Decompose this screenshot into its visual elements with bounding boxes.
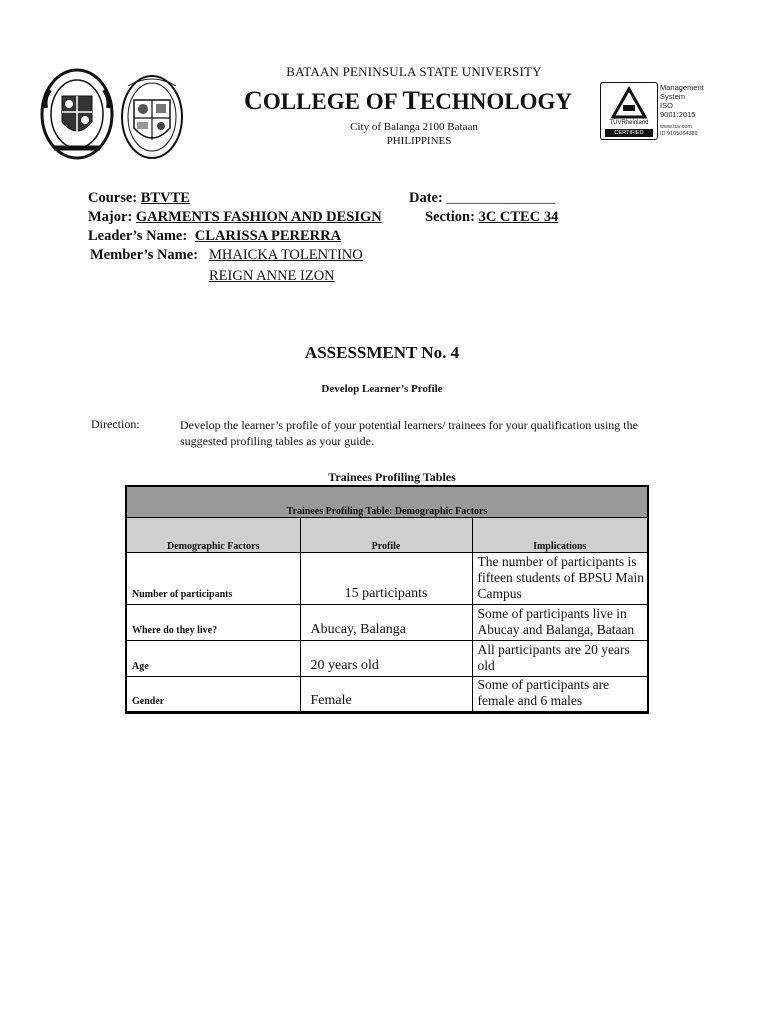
- major-value: GARMENTS FASHION AND DESIGN: [135, 209, 382, 225]
- cert-small-line: ID 9105064389: [660, 131, 698, 137]
- implication-cell: The number of participants is fifteen students of BPSU Main Campus: [472, 553, 648, 605]
- tuv-certified: CERTIFIED: [605, 129, 653, 137]
- member-name: [209, 268, 335, 285]
- table-caption: Trainees Profiling Tables: [328, 470, 456, 484]
- implication-cell: Some of participants are female and 6 males: [472, 677, 648, 713]
- table-header-row: [126, 518, 648, 553]
- section-field: [425, 209, 558, 226]
- member-name-text: MHAICKA TOLENTINO: [209, 247, 363, 263]
- tuv-logo-box: [600, 82, 658, 140]
- column-header: Profile: [300, 518, 472, 553]
- tuv-brand: TÜVRheinland: [609, 120, 649, 126]
- date-field: [409, 190, 555, 207]
- table-row: [126, 641, 648, 677]
- cert-line: ISO 9001:2015: [660, 101, 696, 119]
- college-address-city: City of Balanga 2100 Bataan: [350, 121, 478, 133]
- table-title: Trainees Profiling Table: Demographic Factors: [126, 486, 648, 518]
- leader-field: [88, 228, 341, 245]
- column-header: Demographic Factors: [126, 518, 300, 553]
- course-field: [88, 190, 190, 207]
- profile-cell: Female: [300, 677, 472, 713]
- profiling-table: [125, 485, 649, 714]
- member-label: Member’s Name:: [90, 247, 199, 263]
- profile-cell: 15 participants: [300, 553, 472, 605]
- date-value: _______________: [446, 190, 556, 206]
- college-initial-t: T: [402, 86, 420, 115]
- profile-cell: 20 years old: [300, 641, 472, 677]
- direction-label: Direction:: [91, 417, 140, 431]
- leader-label: Leader’s Name:: [88, 228, 188, 244]
- member-name-text: REIGN ANNE IZON: [209, 268, 335, 284]
- table-row: [126, 677, 648, 713]
- member-field: [90, 247, 198, 264]
- cert-line: System: [660, 92, 686, 101]
- table-row: [126, 553, 648, 605]
- section-value: 3C CTEC 34: [478, 209, 559, 225]
- section-label: Section:: [425, 209, 475, 225]
- assessment-title: ASSESSMENT No. 4: [304, 343, 460, 362]
- member-name: [209, 247, 363, 264]
- factor-cell: Where do they live?: [126, 605, 300, 641]
- profile-cell: Abucay, Balanga: [300, 605, 472, 641]
- implication-cell: All participants are 20 years old: [472, 641, 648, 677]
- factor-cell: Age: [126, 641, 300, 677]
- university-name: BATAAN PENINSULA STATE UNIVERSITY: [286, 64, 542, 79]
- cert-line: Management: [660, 83, 704, 92]
- factor-cell: Number of participants: [126, 553, 300, 605]
- assessment-subtitle: Develop Learner’s Profile: [321, 383, 443, 395]
- implication-cell: Some of participants live in Abucay and Balanga, Bataan: [472, 605, 648, 641]
- course-value: BTVTE: [140, 190, 190, 206]
- college-initial-c: C: [244, 86, 263, 115]
- major-label: Major:: [88, 209, 133, 225]
- course-label: Course:: [88, 190, 138, 206]
- table-row: [126, 605, 648, 641]
- college-address-country: PHILIPPINES: [386, 135, 452, 147]
- date-label: Date:: [409, 190, 443, 206]
- column-header: Implications: [472, 518, 648, 553]
- college-name-part2: ECHNOLOGY: [419, 89, 572, 114]
- cert-system-text: [660, 83, 708, 119]
- direction-text: Develop the learner’s profile of your potential learners/ trainees for your qualification using the suggested profiling tables as your guide.: [180, 418, 638, 448]
- table-title-row: [126, 486, 648, 518]
- cert-small-line: www.tuv.com: [660, 124, 692, 130]
- iso-certification-badge: [600, 82, 708, 140]
- major-field: [88, 209, 382, 226]
- college-name-part1: OLLEGE OF: [262, 89, 403, 114]
- cert-small-text: [660, 124, 698, 138]
- factor-cell: Gender: [126, 677, 300, 713]
- tuv-triangle-icon: [601, 83, 657, 123]
- leader-value: CLARISSA PERERRA: [194, 228, 342, 244]
